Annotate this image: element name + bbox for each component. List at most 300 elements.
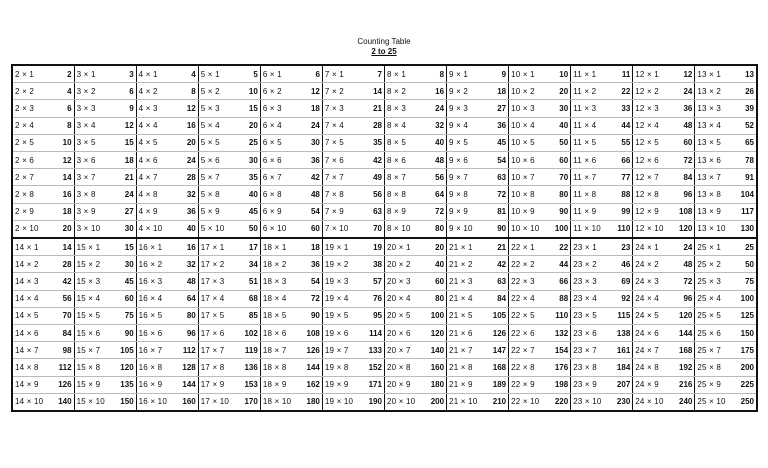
- multiplication-cell: [447, 376, 509, 393]
- multiplication-expression: 24 × 10: [635, 397, 664, 407]
- multiplication-cell: [12, 256, 74, 273]
- multiplication-expression: 14 × 2: [15, 259, 39, 269]
- multiplication-cell: [695, 65, 757, 83]
- multiplication-result: 15: [124, 138, 134, 148]
- multiplication-cell: [447, 238, 509, 256]
- counting-table-14-to-25: [11, 237, 758, 412]
- multiplication-expression: 19 × 4: [324, 294, 349, 304]
- multiplication-expression: 3 × 4: [76, 121, 96, 131]
- multiplication-expression: 22 × 5: [511, 311, 535, 321]
- multiplication-cell: [509, 307, 571, 324]
- multiplication-cell: [12, 169, 74, 186]
- multiplication-expression: 16 × 9: [138, 380, 163, 390]
- multiplication-expression: 4 × 1: [138, 69, 158, 79]
- multiplication-result: 140: [430, 345, 445, 355]
- multiplication-result: 175: [740, 345, 754, 355]
- multiplication-result: 54: [310, 276, 320, 286]
- multiplication-result: 98: [62, 345, 72, 355]
- multiplication-expression: 7 × 6: [324, 155, 344, 165]
- multiplication-result: 28: [62, 259, 72, 269]
- multiplication-result: 2: [67, 69, 72, 79]
- multiplication-cell: [571, 238, 633, 256]
- multiplication-result: 108: [306, 328, 320, 338]
- multiplication-cell: [322, 290, 384, 307]
- multiplication-cell: [74, 393, 136, 411]
- table-row: [12, 186, 757, 203]
- multiplication-cell: [198, 238, 260, 256]
- multiplication-cell: [633, 151, 695, 168]
- multiplication-result: 27: [124, 207, 134, 217]
- multiplication-cell: [74, 65, 136, 83]
- multiplication-cell: [260, 100, 322, 117]
- multiplication-cell: [695, 151, 757, 168]
- multiplication-expression: 14 × 4: [15, 294, 39, 304]
- multiplication-result: 216: [679, 380, 693, 390]
- multiplication-cell: [509, 117, 571, 134]
- multiplication-cell: [571, 307, 633, 324]
- multiplication-expression: 24 × 1: [635, 242, 659, 252]
- multiplication-cell: [136, 151, 198, 168]
- multiplication-expression: 17 × 2: [200, 259, 225, 269]
- multiplication-result: 88: [559, 294, 569, 304]
- multiplication-cell: [198, 100, 260, 117]
- multiplication-expression: 4 × 7: [138, 172, 158, 182]
- multiplication-result: 65: [745, 138, 754, 148]
- multiplication-result: 210: [492, 397, 507, 407]
- multiplication-result: 132: [554, 328, 569, 338]
- multiplication-result: 14: [62, 242, 72, 252]
- multiplication-expression: 4 × 8: [138, 189, 158, 199]
- multiplication-result: 20: [186, 138, 196, 148]
- multiplication-result: 28: [373, 121, 382, 131]
- table-row: [12, 117, 757, 134]
- multiplication-result: 32: [186, 259, 196, 269]
- multiplication-expression: 5 × 10: [200, 224, 225, 234]
- multiplication-cell: [260, 256, 322, 273]
- multiplication-result: 120: [430, 328, 445, 338]
- multiplication-result: 12: [62, 155, 72, 165]
- multiplication-result: 20: [435, 242, 445, 252]
- multiplication-expression: 17 × 5: [200, 311, 225, 321]
- multiplication-result: 69: [621, 276, 631, 286]
- multiplication-cell: [509, 376, 571, 393]
- multiplication-cell: [12, 117, 74, 134]
- multiplication-cell: [74, 256, 136, 273]
- multiplication-result: 90: [559, 207, 569, 217]
- multiplication-expression: 5 × 8: [200, 189, 220, 199]
- multiplication-result: 105: [492, 311, 507, 321]
- multiplication-cell: [260, 342, 322, 359]
- multiplication-result: 48: [310, 189, 320, 199]
- multiplication-result: 85: [248, 311, 258, 321]
- multiplication-result: 150: [740, 328, 754, 338]
- multiplication-cell: [633, 256, 695, 273]
- multiplication-expression: 16 × 2: [138, 259, 163, 269]
- multiplication-result: 80: [435, 224, 445, 234]
- multiplication-cell: [633, 359, 695, 376]
- multiplication-expression: 7 × 4: [324, 121, 344, 131]
- multiplication-result: 96: [186, 328, 196, 338]
- multiplication-expression: 13 × 3: [697, 103, 722, 113]
- multiplication-expression: 12 × 8: [635, 189, 659, 199]
- multiplication-result: 42: [497, 259, 507, 269]
- multiplication-result: 6: [67, 103, 72, 113]
- multiplication-expression: 22 × 8: [511, 362, 535, 372]
- multiplication-result: 10: [62, 138, 72, 148]
- multiplication-result: 18: [310, 103, 320, 113]
- multiplication-result: 20: [62, 224, 72, 234]
- multiplication-expression: 22 × 1: [511, 242, 535, 252]
- multiplication-expression: 5 × 7: [200, 172, 220, 182]
- table-row: [12, 83, 757, 100]
- multiplication-expression: 25 × 10: [697, 397, 726, 407]
- multiplication-cell: [260, 238, 322, 256]
- multiplication-cell: [633, 65, 695, 83]
- multiplication-result: 154: [554, 345, 569, 355]
- multiplication-result: 40: [435, 138, 445, 148]
- multiplication-result: 92: [621, 294, 631, 304]
- multiplication-expression: 3 × 9: [76, 207, 96, 217]
- multiplication-result: 54: [497, 155, 507, 165]
- multiplication-cell: [260, 220, 322, 238]
- multiplication-expression: 25 × 3: [697, 276, 722, 286]
- multiplication-expression: 15 × 4: [76, 294, 101, 304]
- multiplication-cell: [198, 256, 260, 273]
- multiplication-result: 168: [679, 345, 693, 355]
- multiplication-expression: 23 × 7: [573, 345, 597, 355]
- multiplication-expression: 4 × 9: [138, 207, 158, 217]
- multiplication-expression: 20 × 4: [386, 294, 411, 304]
- multiplication-cell: [136, 342, 198, 359]
- multiplication-cell: [198, 83, 260, 100]
- multiplication-result: 10: [559, 69, 569, 79]
- multiplication-result: 117: [741, 207, 754, 217]
- multiplication-result: 9: [501, 69, 507, 79]
- multiplication-expression: 15 × 2: [76, 259, 101, 269]
- multiplication-result: 198: [554, 380, 569, 390]
- multiplication-result: 44: [621, 121, 631, 131]
- multiplication-expression: 5 × 2: [200, 86, 220, 96]
- multiplication-expression: 25 × 9: [697, 380, 722, 390]
- multiplication-cell: [571, 151, 633, 168]
- multiplication-expression: 12 × 6: [635, 155, 659, 165]
- multiplication-cell: [633, 169, 695, 186]
- multiplication-expression: 11 × 7: [573, 172, 597, 182]
- multiplication-expression: 16 × 10: [138, 397, 167, 407]
- multiplication-cell: [322, 117, 384, 134]
- multiplication-result: 21: [373, 103, 382, 113]
- multiplication-cell: [695, 169, 757, 186]
- multiplication-expression: 4 × 6: [138, 155, 158, 165]
- multiplication-expression: 9 × 5: [449, 138, 469, 148]
- multiplication-cell: [12, 220, 74, 238]
- multiplication-expression: 24 × 8: [635, 362, 659, 372]
- multiplication-expression: 12 × 9: [635, 207, 659, 217]
- multiplication-cell: [74, 134, 136, 151]
- multiplication-result: 12: [186, 103, 196, 113]
- multiplication-result: 72: [497, 189, 507, 199]
- multiplication-expression: 18 × 8: [262, 362, 287, 372]
- multiplication-expression: 13 × 5: [697, 138, 722, 148]
- multiplication-result: 100: [554, 224, 569, 234]
- multiplication-cell: [74, 376, 136, 393]
- multiplication-result: 16: [186, 242, 196, 252]
- multiplication-result: 44: [559, 259, 569, 269]
- multiplication-result: 50: [745, 259, 754, 269]
- multiplication-cell: [74, 342, 136, 359]
- multiplication-cell: [74, 186, 136, 203]
- multiplication-expression: 20 × 9: [386, 380, 411, 390]
- multiplication-expression: 14 × 1: [15, 242, 39, 252]
- multiplication-expression: 10 × 9: [511, 207, 535, 217]
- multiplication-cell: [509, 134, 571, 151]
- multiplication-result: 36: [497, 121, 507, 131]
- multiplication-cell: [260, 117, 322, 134]
- multiplication-cell: [633, 83, 695, 100]
- multiplication-expression: 9 × 4: [449, 121, 469, 131]
- multiplication-expression: 13 × 7: [697, 172, 722, 182]
- table-row: [12, 273, 757, 290]
- multiplication-cell: [198, 203, 260, 220]
- multiplication-cell: [571, 324, 633, 341]
- multiplication-cell: [384, 169, 446, 186]
- multiplication-cell: [447, 290, 509, 307]
- multiplication-cell: [695, 117, 757, 134]
- multiplication-result: 35: [248, 172, 258, 182]
- multiplication-expression: 9 × 8: [449, 189, 469, 199]
- multiplication-expression: 22 × 9: [511, 380, 535, 390]
- multiplication-cell: [198, 65, 260, 83]
- multiplication-cell: [447, 393, 509, 411]
- multiplication-result: 220: [554, 397, 569, 407]
- multiplication-cell: [198, 273, 260, 290]
- multiplication-cell: [260, 290, 322, 307]
- multiplication-cell: [695, 307, 757, 324]
- multiplication-expression: 6 × 5: [262, 138, 282, 148]
- multiplication-result: 63: [497, 172, 507, 182]
- multiplication-result: 170: [244, 397, 258, 407]
- multiplication-result: 24: [124, 189, 134, 199]
- multiplication-result: 45: [497, 138, 507, 148]
- multiplication-cell: [695, 238, 757, 256]
- multiplication-cell: [260, 324, 322, 341]
- multiplication-expression: 22 × 10: [511, 397, 540, 407]
- multiplication-cell: [695, 100, 757, 117]
- multiplication-result: 90: [310, 311, 320, 321]
- multiplication-expression: 2 × 8: [15, 189, 35, 199]
- multiplication-cell: [384, 83, 446, 100]
- multiplication-result: 207: [616, 380, 631, 390]
- multiplication-result: 250: [740, 397, 754, 407]
- multiplication-cell: [447, 117, 509, 134]
- multiplication-expression: 18 × 6: [262, 328, 287, 338]
- multiplication-expression: 22 × 3: [511, 276, 535, 286]
- multiplication-expression: 9 × 2: [449, 86, 469, 96]
- multiplication-result: 119: [244, 345, 258, 355]
- multiplication-result: 21: [497, 242, 507, 252]
- multiplication-expression: 6 × 1: [262, 69, 282, 79]
- multiplication-result: 144: [306, 362, 320, 372]
- multiplication-result: 38: [373, 259, 382, 269]
- multiplication-expression: 23 × 6: [573, 328, 597, 338]
- multiplication-result: 12: [310, 86, 320, 96]
- multiplication-result: 7: [377, 69, 382, 79]
- multiplication-result: 189: [492, 380, 507, 390]
- multiplication-cell: [260, 376, 322, 393]
- multiplication-result: 30: [310, 138, 320, 148]
- multiplication-expression: 23 × 2: [573, 259, 597, 269]
- multiplication-expression: 7 × 8: [324, 189, 344, 199]
- multiplication-result: 6: [315, 69, 320, 79]
- multiplication-cell: [384, 238, 446, 256]
- multiplication-expression: 20 × 7: [386, 345, 411, 355]
- multiplication-expression: 15 × 5: [76, 311, 101, 321]
- multiplication-cell: [322, 134, 384, 151]
- multiplication-cell: [74, 307, 136, 324]
- multiplication-expression: 20 × 2: [386, 259, 411, 269]
- multiplication-expression: 19 × 7: [324, 345, 349, 355]
- table-row: [12, 342, 757, 359]
- multiplication-expression: 12 × 1: [635, 69, 659, 79]
- multiplication-expression: 9 × 9: [449, 207, 469, 217]
- multiplication-cell: [260, 359, 322, 376]
- multiplication-cell: [695, 134, 757, 151]
- multiplication-cell: [447, 186, 509, 203]
- multiplication-expression: 19 × 6: [324, 328, 349, 338]
- multiplication-expression: 14 × 9: [15, 380, 39, 390]
- multiplication-result: 84: [497, 294, 507, 304]
- multiplication-result: 160: [182, 397, 196, 407]
- multiplication-cell: [571, 273, 633, 290]
- multiplication-expression: 6 × 7: [262, 172, 282, 182]
- multiplication-expression: 7 × 10: [324, 224, 349, 234]
- multiplication-cell: [384, 307, 446, 324]
- multiplication-expression: 24 × 7: [635, 345, 659, 355]
- multiplication-result: 8: [67, 121, 72, 131]
- multiplication-cell: [633, 376, 695, 393]
- multiplication-cell: [260, 186, 322, 203]
- multiplication-cell: [384, 100, 446, 117]
- multiplication-expression: 13 × 1: [697, 69, 722, 79]
- multiplication-expression: 13 × 2: [697, 86, 722, 96]
- multiplication-cell: [447, 220, 509, 238]
- multiplication-result: 18: [124, 155, 134, 165]
- multiplication-result: 176: [554, 362, 569, 372]
- multiplication-expression: 14 × 5: [15, 311, 39, 321]
- table-row: [12, 290, 757, 307]
- multiplication-expression: 15 × 7: [76, 345, 101, 355]
- multiplication-expression: 18 × 9: [262, 380, 287, 390]
- multiplication-cell: [384, 342, 446, 359]
- multiplication-result: 60: [310, 224, 320, 234]
- multiplication-cell: [136, 100, 198, 117]
- multiplication-expression: 5 × 1: [200, 69, 220, 79]
- multiplication-result: 147: [492, 345, 507, 355]
- multiplication-result: 138: [616, 328, 631, 338]
- multiplication-cell: [509, 186, 571, 203]
- multiplication-expression: 12 × 10: [635, 224, 664, 234]
- multiplication-result: 17: [248, 242, 258, 252]
- multiplication-expression: 19 × 9: [324, 380, 349, 390]
- multiplication-result: 70: [559, 172, 569, 182]
- multiplication-result: 91: [745, 172, 754, 182]
- multiplication-expression: 25 × 8: [697, 362, 722, 372]
- multiplication-result: 14: [373, 86, 382, 96]
- multiplication-expression: 8 × 4: [386, 121, 406, 131]
- multiplication-result: 110: [617, 224, 631, 234]
- multiplication-expression: 2 × 2: [15, 86, 35, 96]
- multiplication-cell: [509, 342, 571, 359]
- multiplication-result: 13: [745, 69, 754, 79]
- multiplication-result: 100: [740, 294, 754, 304]
- multiplication-cell: [695, 256, 757, 273]
- multiplication-cell: [571, 65, 633, 83]
- multiplication-result: 56: [373, 189, 382, 199]
- multiplication-cell: [695, 273, 757, 290]
- multiplication-cell: [260, 169, 322, 186]
- multiplication-result: 3: [129, 69, 134, 79]
- multiplication-expression: 25 × 7: [697, 345, 722, 355]
- multiplication-result: 144: [679, 328, 693, 338]
- multiplication-cell: [322, 256, 384, 273]
- multiplication-result: 136: [244, 362, 258, 372]
- multiplication-cell: [260, 65, 322, 83]
- multiplication-expression: 6 × 8: [262, 189, 282, 199]
- multiplication-cell: [198, 342, 260, 359]
- multiplication-cell: [198, 393, 260, 411]
- multiplication-expression: 23 × 1: [573, 242, 597, 252]
- multiplication-result: 84: [683, 172, 693, 182]
- multiplication-cell: [633, 307, 695, 324]
- multiplication-result: 22: [559, 242, 569, 252]
- multiplication-cell: [12, 151, 74, 168]
- multiplication-expression: 14 × 7: [15, 345, 39, 355]
- multiplication-result: 100: [430, 311, 445, 321]
- multiplication-cell: [447, 169, 509, 186]
- multiplication-expression: 21 × 4: [449, 294, 473, 304]
- multiplication-expression: 14 × 6: [15, 328, 39, 338]
- multiplication-expression: 15 × 8: [76, 362, 101, 372]
- multiplication-expression: 22 × 4: [511, 294, 535, 304]
- multiplication-expression: 7 × 5: [324, 138, 344, 148]
- multiplication-cell: [12, 83, 74, 100]
- multiplication-cell: [322, 151, 384, 168]
- multiplication-result: 76: [373, 294, 382, 304]
- multiplication-expression: 2 × 6: [15, 155, 35, 165]
- multiplication-result: 12: [124, 121, 134, 131]
- multiplication-expression: 8 × 5: [386, 138, 406, 148]
- multiplication-cell: [322, 359, 384, 376]
- multiplication-result: 81: [497, 207, 507, 217]
- multiplication-result: 20: [559, 86, 569, 96]
- multiplication-cell: [136, 83, 198, 100]
- multiplication-result: 15: [248, 103, 258, 113]
- multiplication-expression: 13 × 8: [697, 189, 722, 199]
- multiplication-cell: [12, 273, 74, 290]
- multiplication-cell: [571, 256, 633, 273]
- multiplication-expression: 7 × 7: [324, 172, 344, 182]
- multiplication-cell: [509, 256, 571, 273]
- multiplication-result: 33: [621, 103, 631, 113]
- multiplication-result: 24: [683, 86, 693, 96]
- multiplication-expression: 21 × 9: [449, 380, 473, 390]
- multiplication-expression: 17 × 7: [200, 345, 225, 355]
- multiplication-expression: 6 × 3: [262, 103, 282, 113]
- multiplication-cell: [633, 203, 695, 220]
- multiplication-result: 18: [62, 207, 72, 217]
- multiplication-result: 80: [559, 189, 569, 199]
- multiplication-result: 120: [120, 362, 134, 372]
